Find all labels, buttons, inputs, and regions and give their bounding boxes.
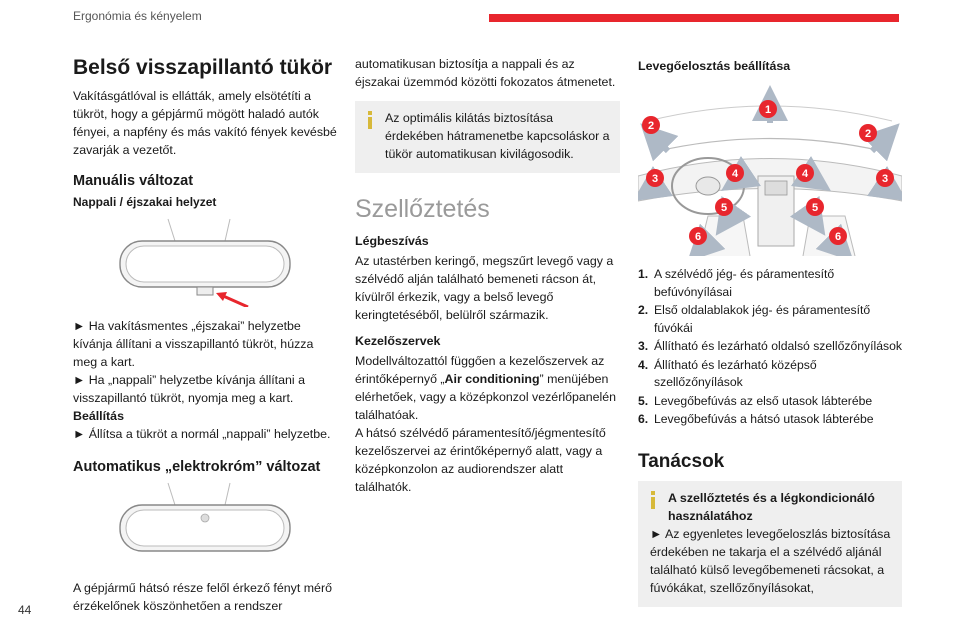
tips-box-title: A szellőztetés és a légkondicionáló használatához [668, 490, 875, 523]
auto-text-continued: automatikusan biztosítja a nappali és az éjszakai üzemmód közötti fokozatos átmenetet. [355, 57, 616, 89]
diagram-marker-4-left [726, 164, 744, 182]
controls-text: Modellváltozattól függően a kezelőszervek az érintőképernyő „Air conditioning” menüjében elérhetőek, vagy a középkonzol vezérlőpanelén találhatóak. [355, 354, 617, 422]
list-item: 1. A szélvédő jég- és páramentesítő befúvónyílásai [638, 267, 835, 299]
diagram-marker-2-right [859, 124, 877, 142]
page-number: 44 [18, 603, 32, 617]
svg-text:6: 6 [694, 231, 702, 243]
diagram-marker-3-left [646, 169, 664, 187]
diagram-marker-2-left [642, 116, 660, 134]
air-intake-heading: Légbeszívás [355, 234, 429, 248]
info-icon [367, 111, 373, 129]
setting-label: Beállítás [73, 409, 124, 423]
reverse-gear-info-box [355, 101, 620, 173]
manual-version-heading: Manuális változat [73, 173, 194, 189]
header-accent-bar [489, 14, 899, 22]
day-night-subheading: Nappali / éjszakai helyzet [73, 195, 217, 209]
auto-text: A gépjármű hátsó része felől érkező fényt mérő érzékelőnek köszönhetően a rendszer [73, 581, 332, 613]
column-3 [638, 55, 902, 607]
diagram-marker-6-left [689, 227, 707, 245]
mirror-intro: Vakításgátlóval is ellátták, amely elsötétíti a tükröt, hogy a gépjármű mögött haladó autók fényei, a napfény és más vakító fények kevésbé zavarják a vezetőt. [73, 89, 337, 157]
svg-text:4: 4 [731, 168, 739, 180]
auto-mirror-illustration [73, 481, 338, 569]
running-header: Ergonómia és kényelem [73, 9, 202, 23]
vent-legend-list [638, 266, 902, 429]
list-item: 6. Levegőbefúvás a hátsó utasok lábterébe [638, 412, 874, 426]
air-conditioning-menu-name: Air conditioning [444, 372, 540, 386]
air-distribution-heading: Levegőelosztás beállítása [638, 59, 791, 73]
manual-mirror-illustration [73, 215, 338, 307]
tips-info-box [638, 481, 902, 607]
info-icon [650, 491, 656, 509]
list-item: 3. Állítható és lezárható oldalsó szellőzőnyílások [638, 339, 902, 353]
svg-text:2: 2 [647, 120, 655, 132]
diagram-marker-6-right [829, 227, 847, 245]
tips-heading: Tanácsok [638, 450, 725, 472]
diagram-marker-1 [759, 100, 777, 118]
svg-text:5: 5 [720, 202, 728, 214]
air-intake-text: Az utastérben keringő, megszűrt levegő vagy a szélvédő alján található bemeneti rácson át, kívülről érkezik, vagy a belső levegő keringtetéséből, belülről származik. [355, 254, 614, 322]
svg-text:6: 6 [834, 231, 842, 243]
diagram-marker-3-right [876, 169, 894, 187]
column-2 [355, 55, 620, 496]
diagram-marker-4-right [796, 164, 814, 182]
svg-text:3: 3 [881, 173, 889, 185]
ventilation-title: Szellőztetés [355, 195, 490, 223]
svg-text:5: 5 [811, 202, 819, 214]
setting-step: ► Állítsa a tükröt a normál „nappali” helyzetbe. [73, 427, 331, 441]
svg-text:2: 2 [864, 128, 872, 140]
column-1 [73, 55, 338, 615]
info-text: Az optimális kilátás biztosítása érdekében hátramenetbe kapcsoláskor a tükör automatikusan kivilágosodik. [385, 111, 610, 161]
rear-defrost-text: A hátsó szélvédő páramentesítő/jégmentesítő kezelőszervei az érintőképernyő alatt, vagy a középkonzolon az audiorendszer alatt találhatók. [355, 426, 606, 494]
night-step: ► Ha vakításmentes „éjszakai” helyzetbe kívánja állítani a visszapillantó tükröt, húzza meg a kart. [73, 319, 314, 369]
svg-text:1: 1 [764, 104, 772, 116]
tips-box-text: ► Az egyenletes levegőeloszlás biztosítása érdekében ne takarja el a szélvédő aljánál található külső levegőbemeneti rácsokat, a fúvókákat, szellőzőnyílásokat, [650, 526, 891, 595]
svg-text:3: 3 [651, 173, 659, 185]
air-distribution-diagram [638, 81, 902, 256]
diagram-marker-5-left [715, 198, 733, 216]
list-item: 5. Levegőbefúvás az első utasok lábterébe [638, 393, 873, 408]
day-step: ► Ha „nappali” helyzetbe kívánja állítani a visszapillantó tükröt, nyomja meg a kart. [73, 373, 305, 405]
auto-version-heading: Automatikus „elektrokróm” változat [73, 459, 321, 475]
list-item: 4. Állítható és lezárható középső szellőzőnyílások [638, 357, 817, 389]
diagram-marker-5-right [806, 198, 824, 216]
controls-heading: Kezelőszervek [355, 334, 441, 348]
list-item: 2. Első oldalablakok jég- és páramentesítő fúvókái [638, 303, 871, 335]
section-title-mirror: Belső visszapillantó tükör [73, 56, 333, 79]
svg-text:4: 4 [801, 168, 809, 180]
